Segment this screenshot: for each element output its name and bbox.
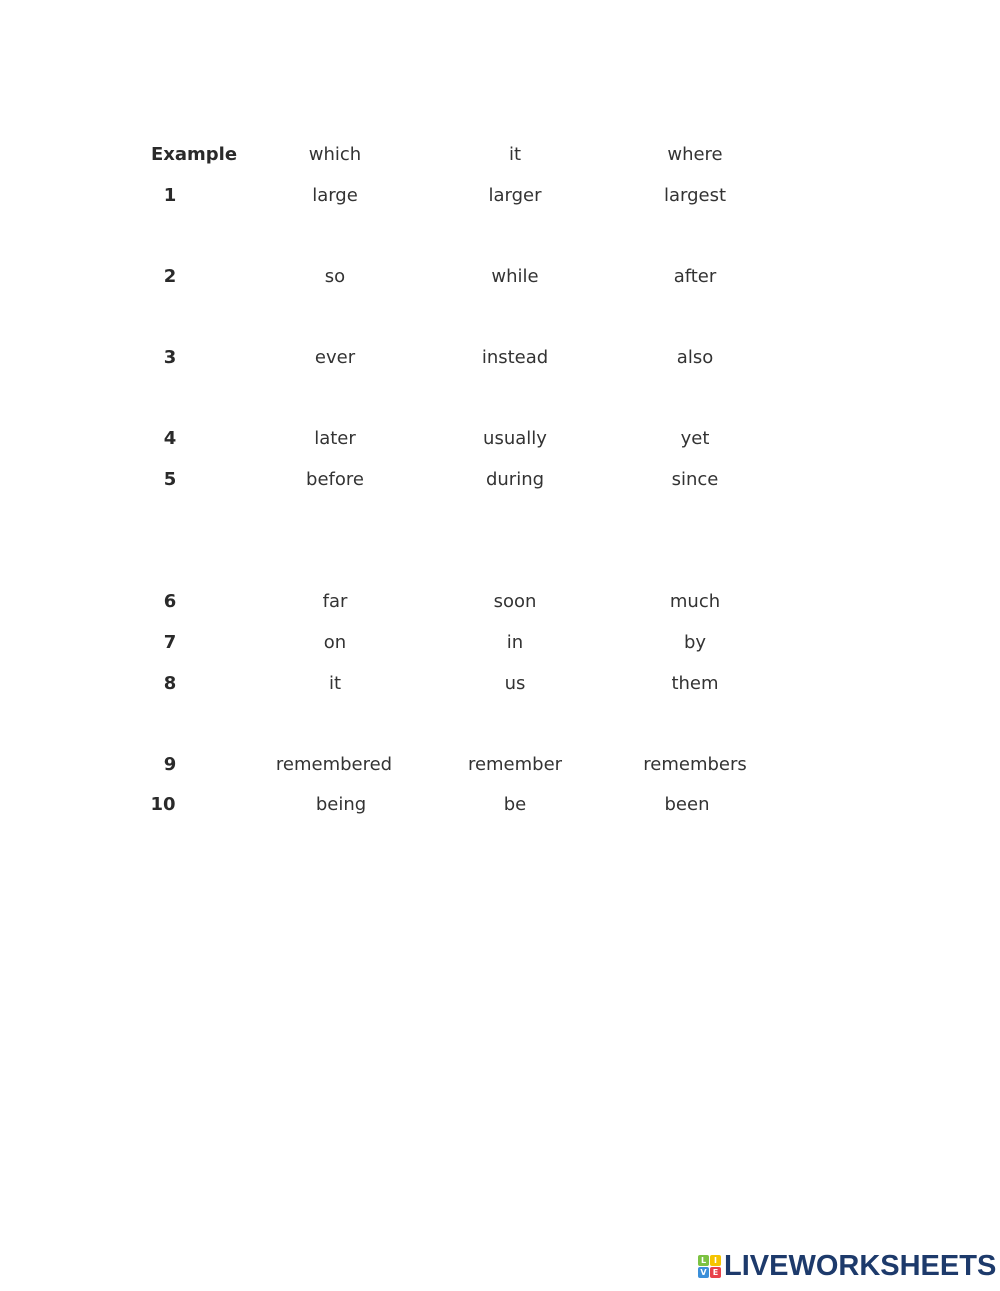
word-option: which: [308, 144, 362, 165]
question-number: 6: [163, 591, 177, 612]
word-option: largest: [663, 185, 727, 206]
question-row: [0, 628, 1000, 658]
word-option: on: [323, 632, 347, 653]
badge-letter: I: [710, 1255, 721, 1266]
question-row: [0, 790, 1000, 820]
question-number: 7: [163, 632, 177, 653]
word-option: been: [664, 794, 710, 815]
question-row: [0, 465, 1000, 495]
word-option: remembers: [643, 754, 747, 775]
example-label: Example: [150, 144, 238, 165]
word-option: by: [683, 632, 707, 653]
word-option: much: [669, 591, 721, 612]
word-option: before: [306, 469, 364, 490]
word-option: remembered: [275, 754, 393, 775]
word-option: being: [315, 794, 367, 815]
word-option: ever: [314, 347, 356, 368]
question-row: [0, 424, 1000, 454]
word-option: larger: [488, 185, 542, 206]
word-option: also: [676, 347, 714, 368]
word-option: later: [314, 428, 356, 449]
question-number: 3: [163, 347, 177, 368]
word-option: soon: [493, 591, 537, 612]
question-number: 5: [163, 469, 177, 490]
word-option: them: [671, 673, 719, 694]
question-number: 2: [163, 266, 177, 287]
word-option: it: [508, 144, 522, 165]
example-row: [0, 140, 1000, 170]
word-option: remember: [467, 754, 563, 775]
word-option: usually: [483, 428, 547, 449]
question-row: [0, 343, 1000, 373]
badge-letter: L: [698, 1255, 709, 1266]
word-option: large: [312, 185, 358, 206]
question-number: 8: [163, 673, 177, 694]
word-option: us: [504, 673, 526, 694]
word-option: it: [328, 673, 342, 694]
question-number: 1: [163, 185, 177, 206]
word-option: since: [671, 469, 719, 490]
badge-letter: E: [710, 1267, 721, 1278]
question-number: 9: [163, 754, 177, 775]
question-row: [0, 181, 1000, 211]
word-option: where: [667, 144, 723, 165]
liveworksheets-logo: [698, 1250, 996, 1283]
word-option: be: [503, 794, 527, 815]
word-option: while: [491, 266, 539, 287]
word-option: instead: [481, 347, 549, 368]
logo-text: LIVEWORKSHEETS: [724, 1250, 997, 1282]
question-number: 4: [163, 428, 177, 449]
word-option: after: [673, 266, 717, 287]
question-row: [0, 669, 1000, 699]
question-row: [0, 262, 1000, 292]
word-option: during: [485, 469, 545, 490]
word-option: in: [506, 632, 524, 653]
question-row: [0, 750, 1000, 780]
live-badge-icon: [698, 1255, 721, 1278]
word-option: so: [324, 266, 346, 287]
question-number: 10: [150, 794, 176, 815]
word-option: far: [322, 591, 348, 612]
badge-letter: V: [698, 1267, 709, 1278]
word-option: yet: [680, 428, 710, 449]
question-row: [0, 587, 1000, 617]
